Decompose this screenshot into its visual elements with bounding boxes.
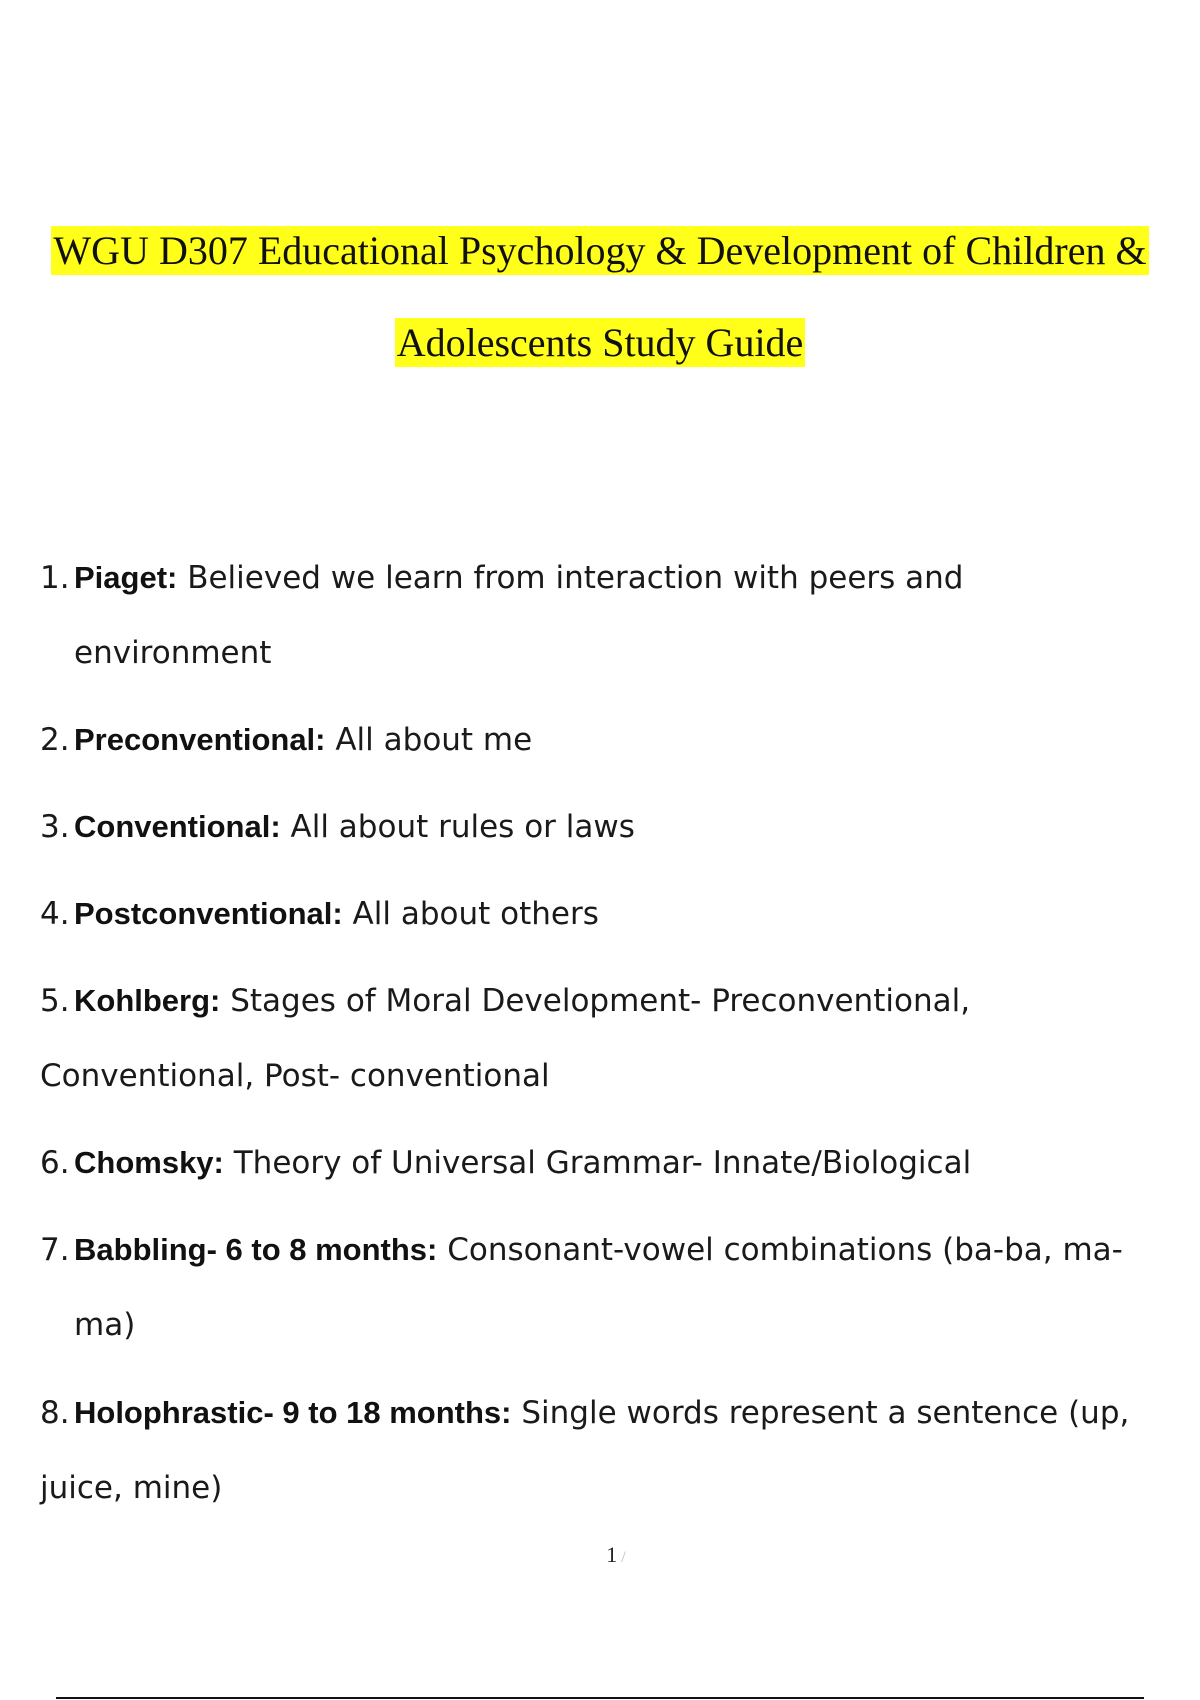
item-number: 7. (40, 1232, 70, 1268)
title-highlight: WGU D307 Educational Psychology & Development of Children & (53, 228, 1147, 273)
item-definition: Consonant-vowel combinations (ba-ba, ma- (437, 1232, 1123, 1268)
item-number: 8. (40, 1395, 70, 1431)
item-definition: All about me (325, 722, 533, 758)
item-term: Babbling- 6 to 8 months: (74, 1232, 438, 1267)
item-term: Postconventional: (74, 896, 343, 931)
item-term: Conventional: (74, 809, 281, 844)
document-title (0, 205, 1200, 389)
item-definition: Theory of Universal Grammar- Innate/Biological (223, 1145, 972, 1181)
item-line (40, 1393, 1180, 1468)
page-number-suffix: / (621, 1549, 626, 1566)
item-line (40, 558, 1180, 633)
list-item-holophrastic (40, 1393, 1180, 1543)
item-number: 1. (40, 560, 70, 596)
title-line-1 (0, 205, 1200, 297)
item-line (40, 807, 1180, 882)
list-item-conventional (40, 807, 1180, 882)
list-item-kohlberg (40, 981, 1180, 1131)
list-item-piaget (40, 558, 1180, 708)
list-item-postconventional (40, 894, 1180, 969)
item-definition-continued: ma) (74, 1307, 136, 1343)
title-highlight: Adolescents Study Guide (396, 320, 804, 365)
item-definition: Single words represent a sentence (up, (511, 1395, 1130, 1431)
item-definition-continued: environment (74, 635, 272, 671)
item-number: 6. (40, 1145, 70, 1181)
page-number (0, 1542, 1200, 1568)
item-definition: Believed we learn from interaction with peers and (177, 560, 964, 596)
item-line (40, 1230, 1180, 1305)
list-item-preconventional (40, 720, 1180, 795)
footer-divider (56, 1697, 1144, 1699)
item-term: Kohlberg: (74, 983, 221, 1018)
item-number: 4. (40, 896, 70, 932)
list-item-babbling (40, 1230, 1180, 1380)
list-item-chomsky (40, 1143, 1180, 1218)
item-definition: All about rules or laws (280, 809, 635, 845)
item-line (40, 894, 1180, 969)
item-line (40, 720, 1180, 795)
item-line (40, 1143, 1180, 1218)
item-definition: Stages of Moral Development- Preconventional, (220, 983, 971, 1019)
item-definition-continued: Conventional, Post- conventional (40, 1058, 550, 1094)
item-term: Piaget: (74, 560, 178, 595)
item-definition-continued: juice, mine) (40, 1470, 223, 1506)
page-number-value: 1 (606, 1542, 618, 1567)
item-term: Preconventional: (74, 722, 326, 757)
item-number: 5. (40, 983, 70, 1019)
item-number: 2. (40, 722, 70, 758)
item-term: Holophrastic- 9 to 18 months: (74, 1395, 512, 1430)
item-term: Chomsky: (74, 1145, 224, 1180)
item-definition: All about others (342, 896, 599, 932)
title-line-2 (0, 297, 1200, 389)
item-number: 3. (40, 809, 70, 845)
item-line (40, 981, 1180, 1056)
